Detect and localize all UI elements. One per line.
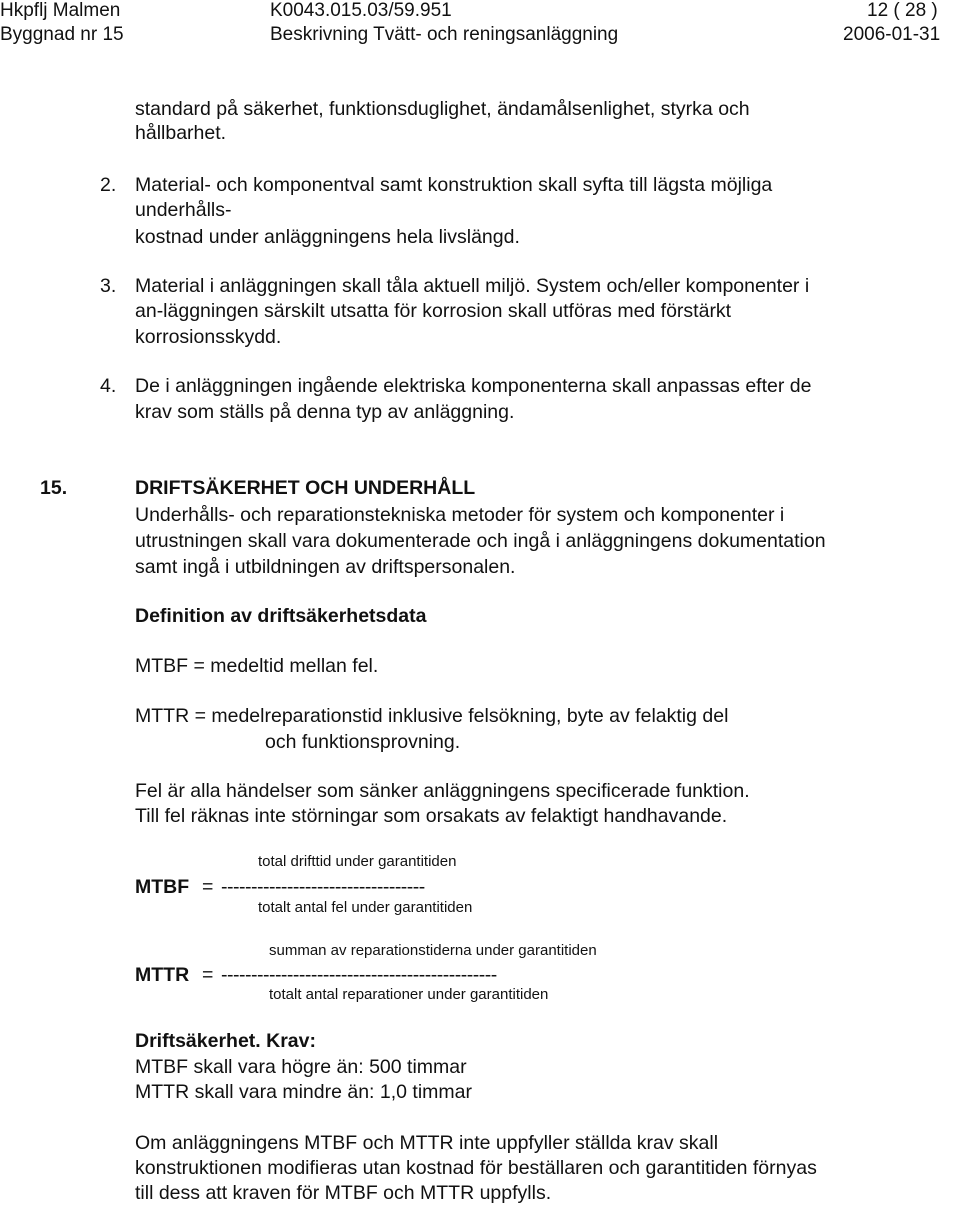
intro-line: hållbarhet. [135,122,227,144]
mtbf-formula-label: MTBF [135,876,190,898]
list-item-line: an-läggningen särskilt utsatta för korrosion skall utföras med förstärkt [135,300,732,322]
list-item-line: krav som ställs på denna typ av anläggning. [135,401,515,423]
list-item-line: korrosionsskydd. [135,326,282,348]
section-paragraph-line: Underhålls- och reparationstekniska metoder för system och komponenter i [135,504,785,526]
closing-line: Om anläggningens MTBF och MTTR inte uppfyller ställda krav skall [135,1132,719,1154]
header-page-number: 12 ( 28 ) [867,0,938,21]
header-doc-code: K0043.015.03/59.951 [270,0,452,21]
fault-exclusion: Till fel räknas inte störningar som orsakats av felaktigt handhavande. [135,805,728,827]
mttr-denominator: totalt antal reparationer under garantitiden [269,986,549,1003]
section-paragraph-line: utrustningen skall vara dokumenterade och ingå i anläggningens dokumentation [135,530,826,552]
closing-line: till dess att kraven för MTBF och MTTR uppfylls. [135,1182,552,1204]
requirements-heading: Driftsäkerhet. Krav: [135,1030,316,1052]
subheading: Definition av driftsäkerhetsdata [135,605,427,627]
mttr-definition: MTTR = medelreparationstid inklusive felsökning, byte av felaktig del [135,705,729,727]
header-doc-title: Beskrivning Tvätt- och reningsanläggning [270,24,619,45]
mttr-definition-cont: och funktionsprovning. [265,731,461,753]
list-item-number: 3. [100,275,117,297]
fault-definition: Fel är alla händelser som sänker anläggningens specificerade funktion. [135,780,750,802]
list-item-line: De i anläggningen ingående elektriska komponenterna skall anpassas efter de [135,375,812,397]
requirement-mtbf: MTBF skall vara högre än: 500 timmar [135,1056,467,1078]
requirement-mttr: MTTR skall vara mindre än: 1,0 timmar [135,1081,472,1103]
section-paragraph-line: samt ingå i utbildningen av driftspersonalen. [135,556,516,578]
list-item-line: underhålls- [135,199,232,221]
mttr-numerator: summan av reparationstiderna under garantitiden [269,942,597,959]
section-number: 15. [40,477,68,499]
mttr-fraction-line: ---------------------------------------------- [221,964,497,986]
list-item-line: Material- och komponentval samt konstruktion skall syfta till lägsta möjliga [135,174,773,196]
header-date: 2006-01-31 [843,24,941,45]
header-building: Byggnad nr 15 [0,24,124,45]
list-item-line: kostnad under anläggningens hela livslängd. [135,226,520,248]
mtbf-fraction-line: ---------------------------------- [221,876,425,898]
header-company: Hkpflj Malmen [0,0,121,21]
mtbf-definition: MTBF = medeltid mellan fel. [135,655,379,677]
mtbf-denominator: totalt antal fel under garantitiden [258,899,473,916]
list-item-number: 4. [100,375,117,397]
mttr-formula-equals: = [202,964,214,986]
list-item-number: 2. [100,174,117,196]
mttr-formula-label: MTTR [135,964,190,986]
section-title: DRIFTSÄKERHET OCH UNDERHÅLL [135,477,476,499]
closing-line: konstruktionen modifieras utan kostnad för beställaren och garantitiden förnyas [135,1157,817,1179]
mtbf-formula-equals: = [202,876,214,898]
list-item-line: Material i anläggningen skall tåla aktuell miljö. System och/eller komponenter i [135,275,810,297]
intro-line: standard på säkerhet, funktionsduglighet, ändamålsenlighet, styrka och [135,98,750,120]
mtbf-numerator: total drifttid under garantitiden [258,853,457,870]
